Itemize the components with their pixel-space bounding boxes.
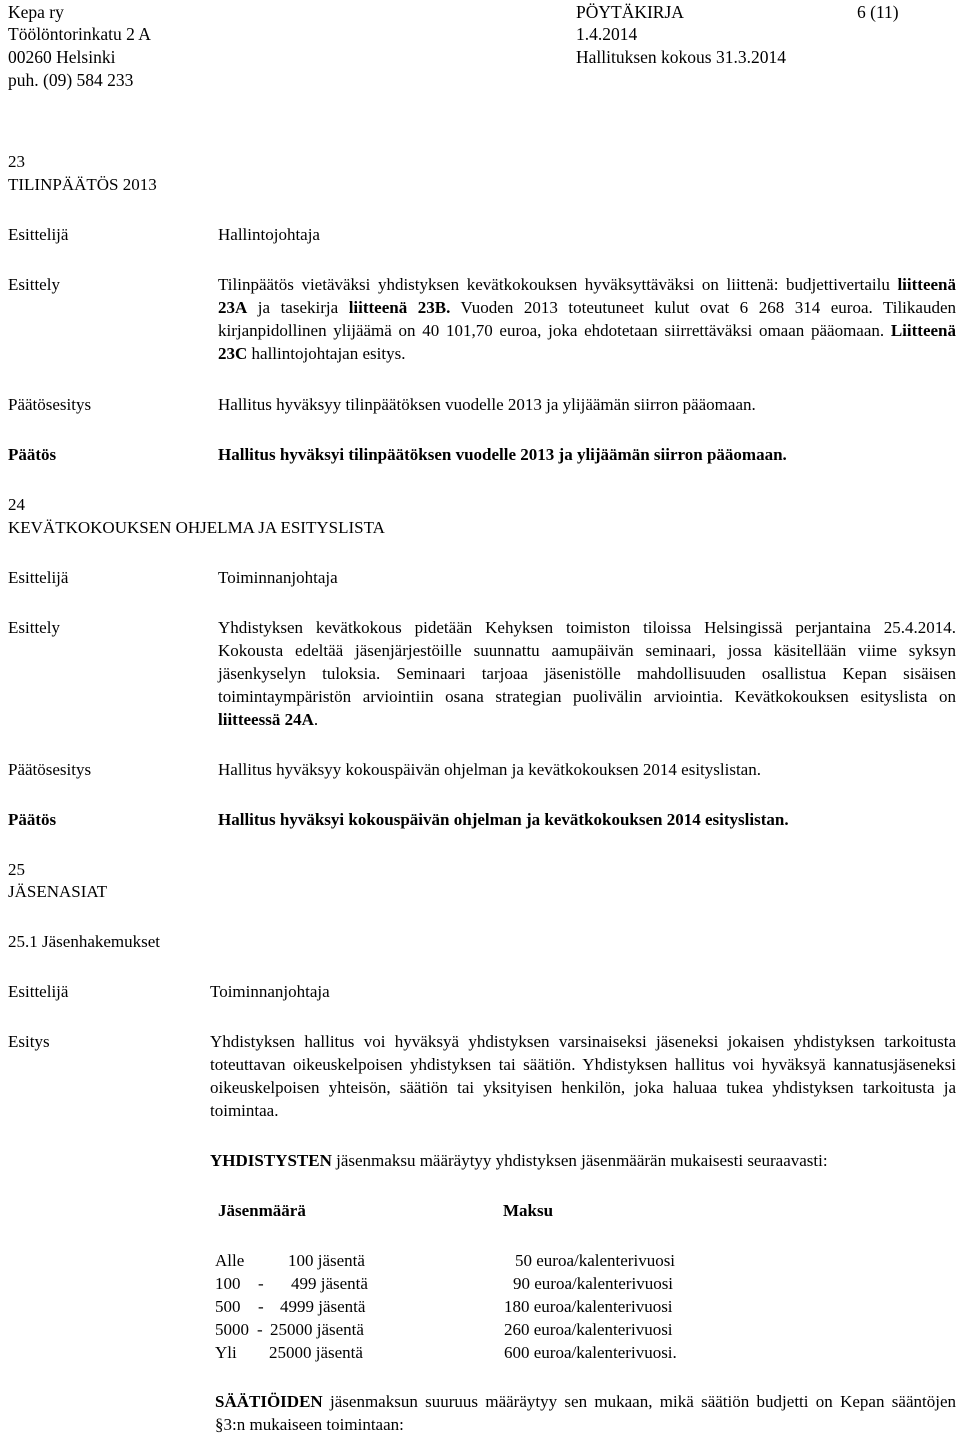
attachment-ref: liitteessä 24A [218, 710, 314, 729]
proposal-label: Päätösesitys [8, 395, 92, 414]
document-type: PÖYTÄKIRJA [576, 2, 684, 22]
table-row [215, 1295, 365, 1318]
presenter-label: Esittelijä [8, 225, 69, 244]
foundation-body: jäsenmaksun suuruus määräytyy sen mukaan, mikä säätiön budjetti on Kepan sääntöjen §3:n mukaiseen toimintaan: [215, 1392, 956, 1434]
fee-intro [210, 1149, 828, 1172]
esittely-text [218, 273, 956, 365]
esitys-label: Esitys [8, 1032, 50, 1051]
esittely-text [218, 616, 956, 731]
row-range: 4999 jäsentä [280, 1297, 366, 1316]
attachment-ref: liitteenä 23A [218, 275, 956, 317]
row-fee: 600 euroa/kalenterivuosi. [504, 1343, 677, 1362]
table-header-fee: Maksu [503, 1201, 554, 1220]
proposal-label: Päätösesitys [8, 760, 92, 779]
presenter-value: Toiminnanjohtaja [210, 982, 330, 1001]
table-row [215, 1249, 365, 1272]
page-number: 6 (11) [857, 2, 899, 22]
row-range: 25000 jäsentä [270, 1320, 364, 1339]
section-title: JÄSENASIAT [8, 882, 108, 901]
row-range: 499 jäsentä [291, 1274, 368, 1293]
row-fee: 50 euroa/kalenterivuosi [515, 1251, 676, 1270]
org-name: Kepa ry [8, 2, 64, 22]
meeting-title: Hallituksen kokous 31.3.2014 [576, 47, 786, 67]
decision-label: Päätös [8, 810, 57, 829]
org-phone: puh. (09) 584 233 [8, 70, 134, 90]
esittely-text-part: . [313, 710, 319, 729]
table-header-members: Jäsenmäärä [218, 1201, 306, 1220]
org-street: Töölöntorinkatu 2 A [8, 24, 151, 44]
row-dash: - [258, 1297, 264, 1316]
esittely-text-part: hallintojohtajan esitys. [247, 344, 406, 363]
attachment-ref: liitteenä 23B. [348, 298, 451, 317]
row-range: 25000 jäsentä [269, 1343, 363, 1362]
subsection-title: 25.1 Jäsenhakemukset [8, 932, 161, 951]
section-number: 23 [8, 152, 25, 171]
esittely-text-part: Tilinpäätös vietäväksi yhdistyksen kevätkokouksen hyväksyttäväksi on liittenä: budjettivertailu [218, 275, 898, 294]
esitys-text: Yhdistyksen hallitus voi hyväksyä yhdistyksen varsinaiseksi jäseneksi jokaisen yhdistyksen tarkoitusta toteuttavan oikeuskelpoisen yhdistyksen tai säätiön. Yhdistyksen hallitus voi hyväksyä kannatusjäseneksi oikeuskelpoisen yhteisön, säätiön tai yksityisen henkilön, joka haluaa tukea yhdistyksen tarkoitusta ja toimintaa. [210, 1032, 956, 1120]
row-fee: 90 euroa/kalenterivuosi [513, 1274, 674, 1293]
table-row [215, 1341, 363, 1364]
row-prefix: Alle [215, 1251, 245, 1270]
table-row [215, 1318, 364, 1341]
row-fee: 180 euroa/kalenterivuosi [504, 1297, 673, 1316]
decision-text: Hallitus hyväksyi tilinpäätöksen vuodelle 2013 ja ylijäämän siirron pääomaan. [218, 445, 787, 464]
presenter-value: Toiminnanjohtaja [218, 568, 338, 587]
esittely-text-part: ja tasekirja [247, 298, 349, 317]
section-title: TILINPÄÄTÖS 2013 [8, 175, 157, 194]
proposal-text: Hallitus hyväksyy tilinpäätöksen vuodelle 2013 ja ylijäämän siirron pääomaan. [218, 395, 756, 414]
esittely-text-part: Vuoden 2013 toteutuneet kulut ovat 6 268 314 euroa. Tilikauden kirjanpidollinen ylijäämä on 40 101,70 euroa, joka ehdotetaan siirrettäväksi omaan pääomaan. [218, 298, 956, 340]
row-prefix: 100 [215, 1274, 241, 1293]
presenter-value: Hallintojohtaja [218, 225, 320, 244]
foundation-text [215, 1390, 956, 1436]
presenter-label: Esittelijä [8, 982, 69, 1001]
section-number: 24 [8, 495, 25, 514]
esittely-label: Esittely [8, 275, 60, 294]
decision-label: Päätös [8, 445, 57, 464]
row-range: 100 jäsentä [288, 1251, 365, 1270]
row-prefix: 5000 [215, 1320, 249, 1339]
fee-intro-text: jäsenmaksu määräytyy yhdistyksen jäsenmäärän mukaisesti seuraavasti: [331, 1151, 828, 1170]
table-row [215, 1272, 368, 1295]
fee-intro-bold: YHDISTYSTEN [210, 1151, 332, 1170]
decision-text: Hallitus hyväksyi kokouspäivän ohjelman ja kevätkokouksen 2014 esityslistan. [218, 810, 789, 829]
row-prefix: Yli [215, 1343, 237, 1362]
document-date: 1.4.2014 [576, 24, 638, 44]
foundation-bold: SÄÄTIÖIDEN [215, 1392, 323, 1411]
attachment-ref: Liitteenä 23C [218, 321, 956, 363]
esittely-label: Esittely [8, 618, 60, 637]
row-dash: - [258, 1274, 264, 1293]
row-dash: - [257, 1320, 263, 1339]
section-title: KEVÄTKOKOUKSEN OHJELMA JA ESITYSLISTA [8, 518, 385, 537]
esittely-text-part: Yhdistyksen kevätkokous pidetään Kehyksen toimiston tiloissa Helsingissä perjantaina 25.4.2014. Kokousta edeltää jäsenjärjestöille suunnattu aamupäivän seminaari, jossa käsitellään viime syksyn jäsenkyselyn tuloksia. Seminaari tarjoaa jäsenistölle mahdollisuuden osallistua Kepan sisäisen toimintaympäristön arviointiin osana strategian puolivälin arviointia. Kevätkokouksen esityslista on [218, 618, 956, 706]
section-number: 25 [8, 860, 25, 879]
row-fee: 260 euroa/kalenterivuosi [504, 1320, 673, 1339]
presenter-label: Esittelijä [8, 568, 69, 587]
row-prefix: 500 [215, 1297, 241, 1316]
org-city: 00260 Helsinki [8, 47, 116, 67]
proposal-text: Hallitus hyväksyy kokouspäivän ohjelman ja kevätkokouksen 2014 esityslistan. [218, 760, 761, 779]
